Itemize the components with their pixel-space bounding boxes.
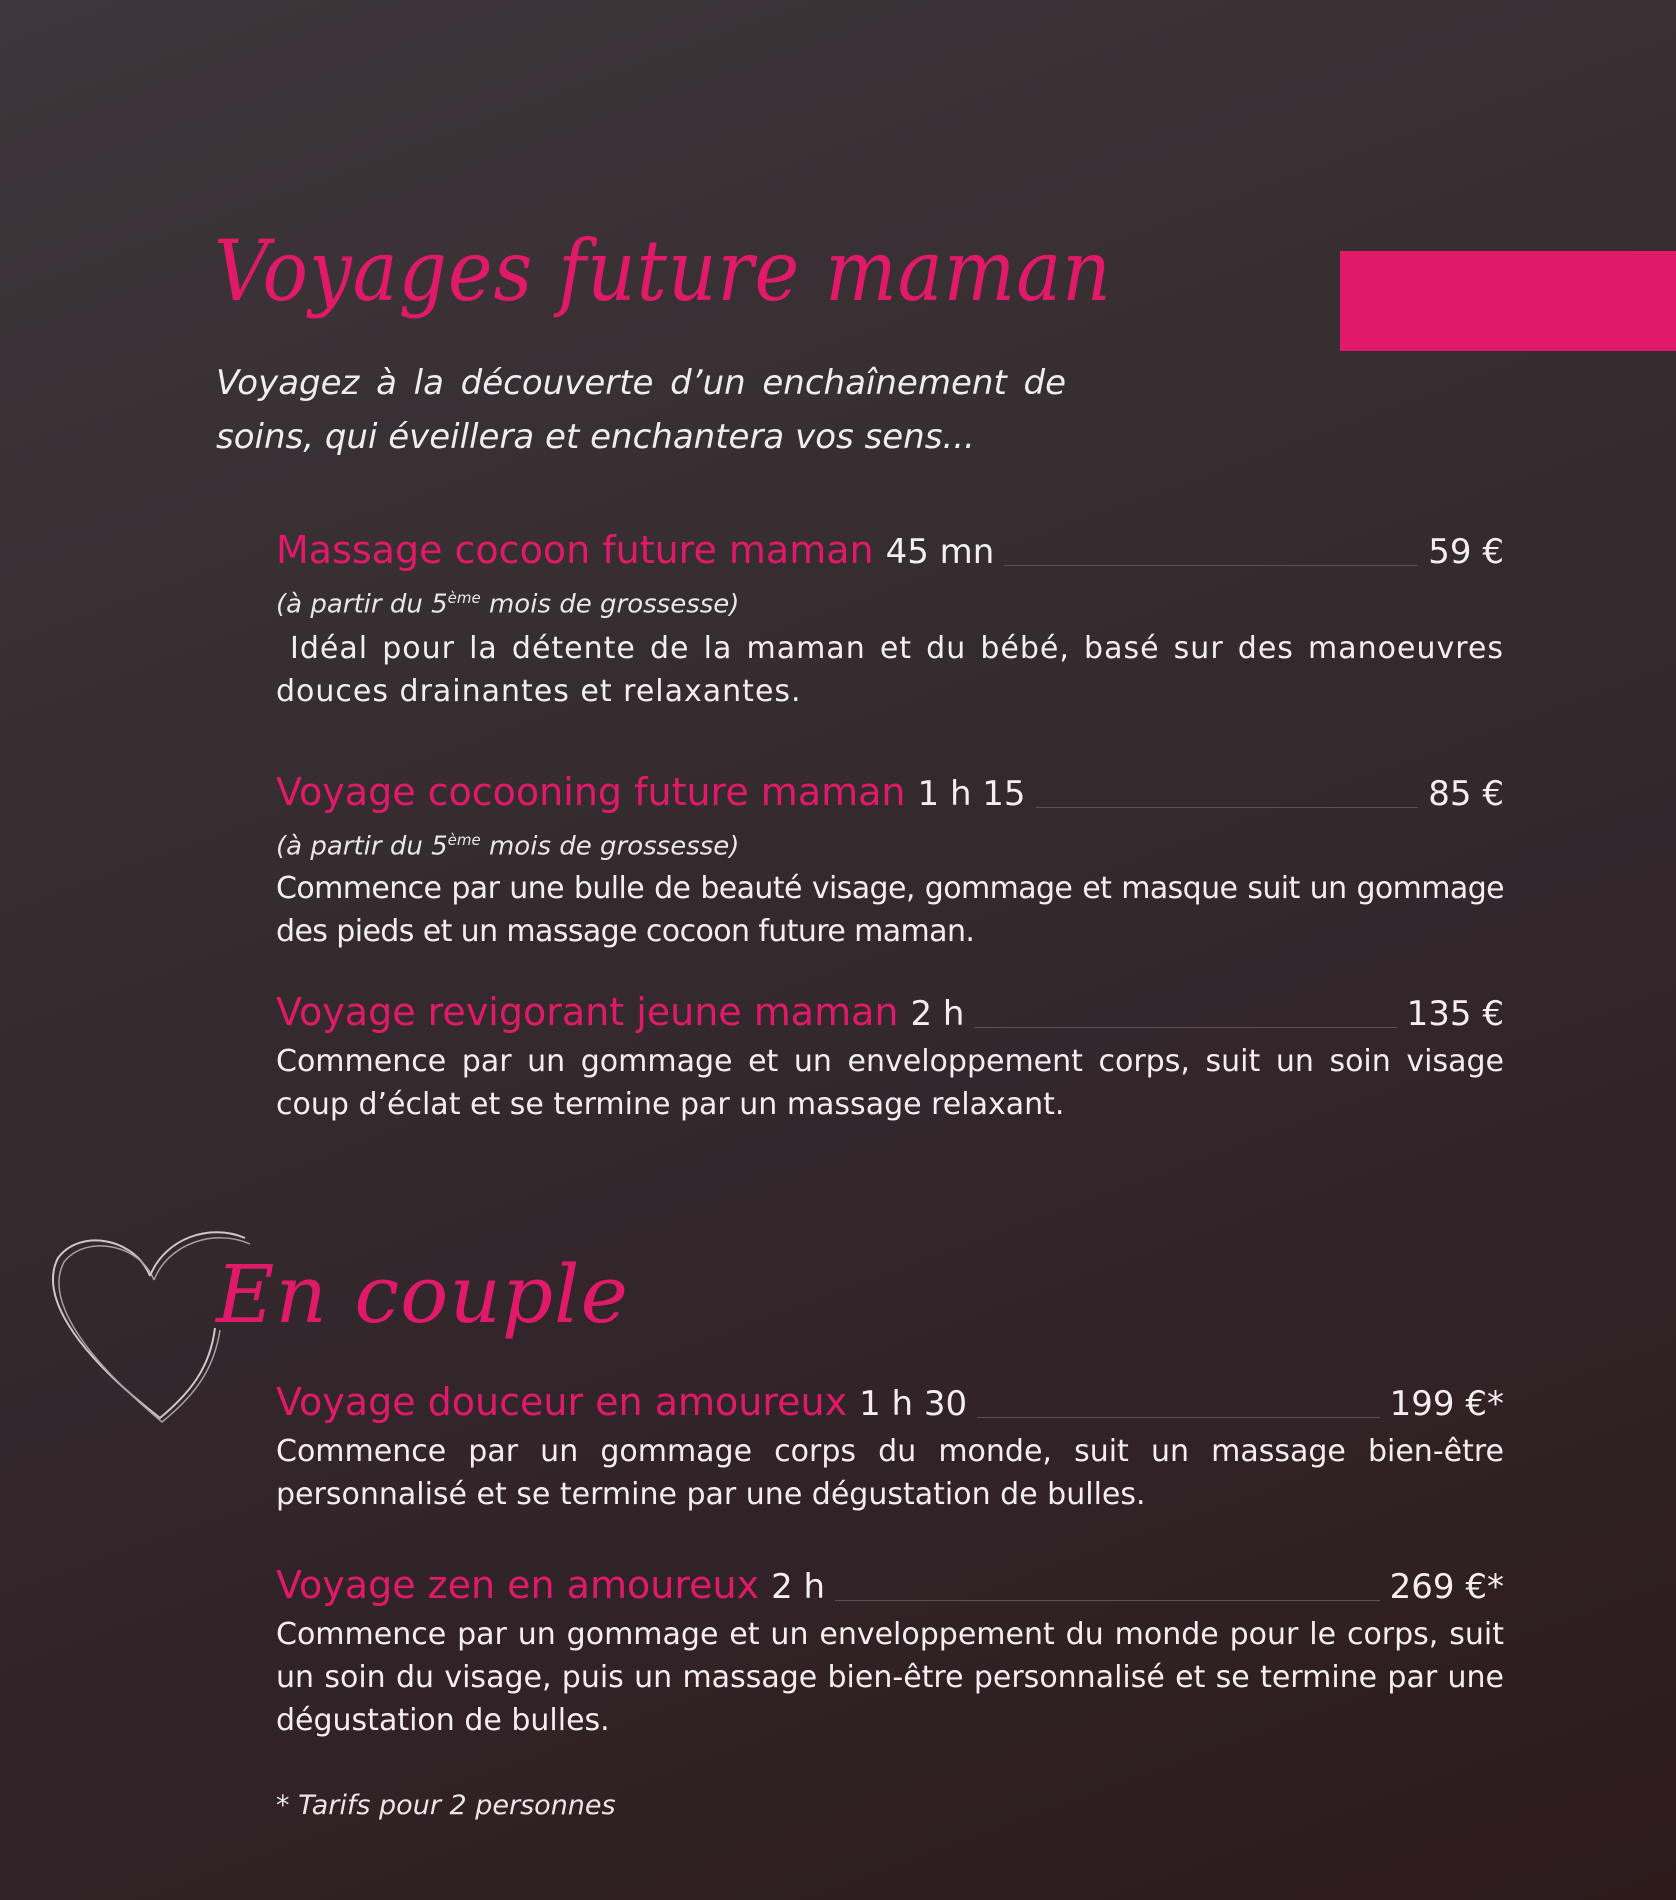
item-name: Voyage revigorant jeune maman [276, 990, 899, 1034]
leader-line [1036, 807, 1419, 808]
leader-line [1004, 565, 1418, 566]
item-note: (à partir du 5ème mois de grossesse) [276, 589, 740, 620]
item-note: (à partir du 5ème mois de grossesse) [276, 831, 740, 862]
item-duration: 2 h [910, 994, 965, 1034]
menu-item [276, 1380, 1504, 1516]
footnote: * Tarifs pour 2 personnes [276, 1790, 616, 1821]
item-description: Commence par un gommage et un enveloppement du monde pour le corps, suit un soin du visage, puis un massage bien-être personnalisé et se termine par une dégustation de bulles. [276, 1617, 1504, 1738]
section-subtitle: Voyagez à la découverte d’un enchaînement de soins, qui éveillera et enchantera vos sens... [216, 363, 1066, 457]
item-price: 59 € [1428, 532, 1504, 572]
section-title-en-couple: En couple [216, 1248, 629, 1341]
item-duration: 1 h 30 [859, 1384, 968, 1424]
item-name: Voyage zen en amoureux [276, 1563, 760, 1607]
item-name: Voyage cocooning future maman [276, 770, 906, 814]
item-price: 135 € [1406, 994, 1504, 1034]
item-name: Massage cocoon future maman [276, 528, 874, 572]
section-title-future-maman: Voyages future maman [214, 222, 1112, 320]
item-duration: 2 h [771, 1567, 826, 1607]
leader-line [974, 1027, 1396, 1028]
item-duration: 45 mn [885, 532, 995, 572]
item-price: 199 €* [1389, 1384, 1504, 1424]
menu-item [276, 528, 1504, 713]
leader-line [835, 1600, 1380, 1601]
item-description: Commence par un gommage et un enveloppement corps, suit un soin visage coup d’éclat et se termine par un massage relaxant. [276, 1044, 1504, 1122]
menu-item [276, 770, 1504, 953]
item-name: Voyage douceur en amoureux [276, 1380, 848, 1424]
leader-line [977, 1417, 1380, 1418]
accent-bar [1340, 251, 1676, 351]
item-description: Commence par un gommage corps du monde, suit un massage bien-être personnalisé et se termine par une dégustation de bulles. [276, 1434, 1504, 1512]
menu-item [276, 1563, 1504, 1742]
item-description: Idéal pour la détente de la maman et du bébé, basé sur des manoeuvres douces drainantes et relaxantes. [276, 630, 1504, 709]
menu-item [276, 990, 1504, 1126]
item-price: 85 € [1428, 774, 1504, 814]
item-price: 269 €* [1389, 1567, 1504, 1607]
item-description: Commence par une bulle de beauté visage, gommage et masque suit un gommage des pieds et un massage cocoon future maman. [276, 870, 1504, 949]
item-duration: 1 h 15 [917, 774, 1026, 814]
